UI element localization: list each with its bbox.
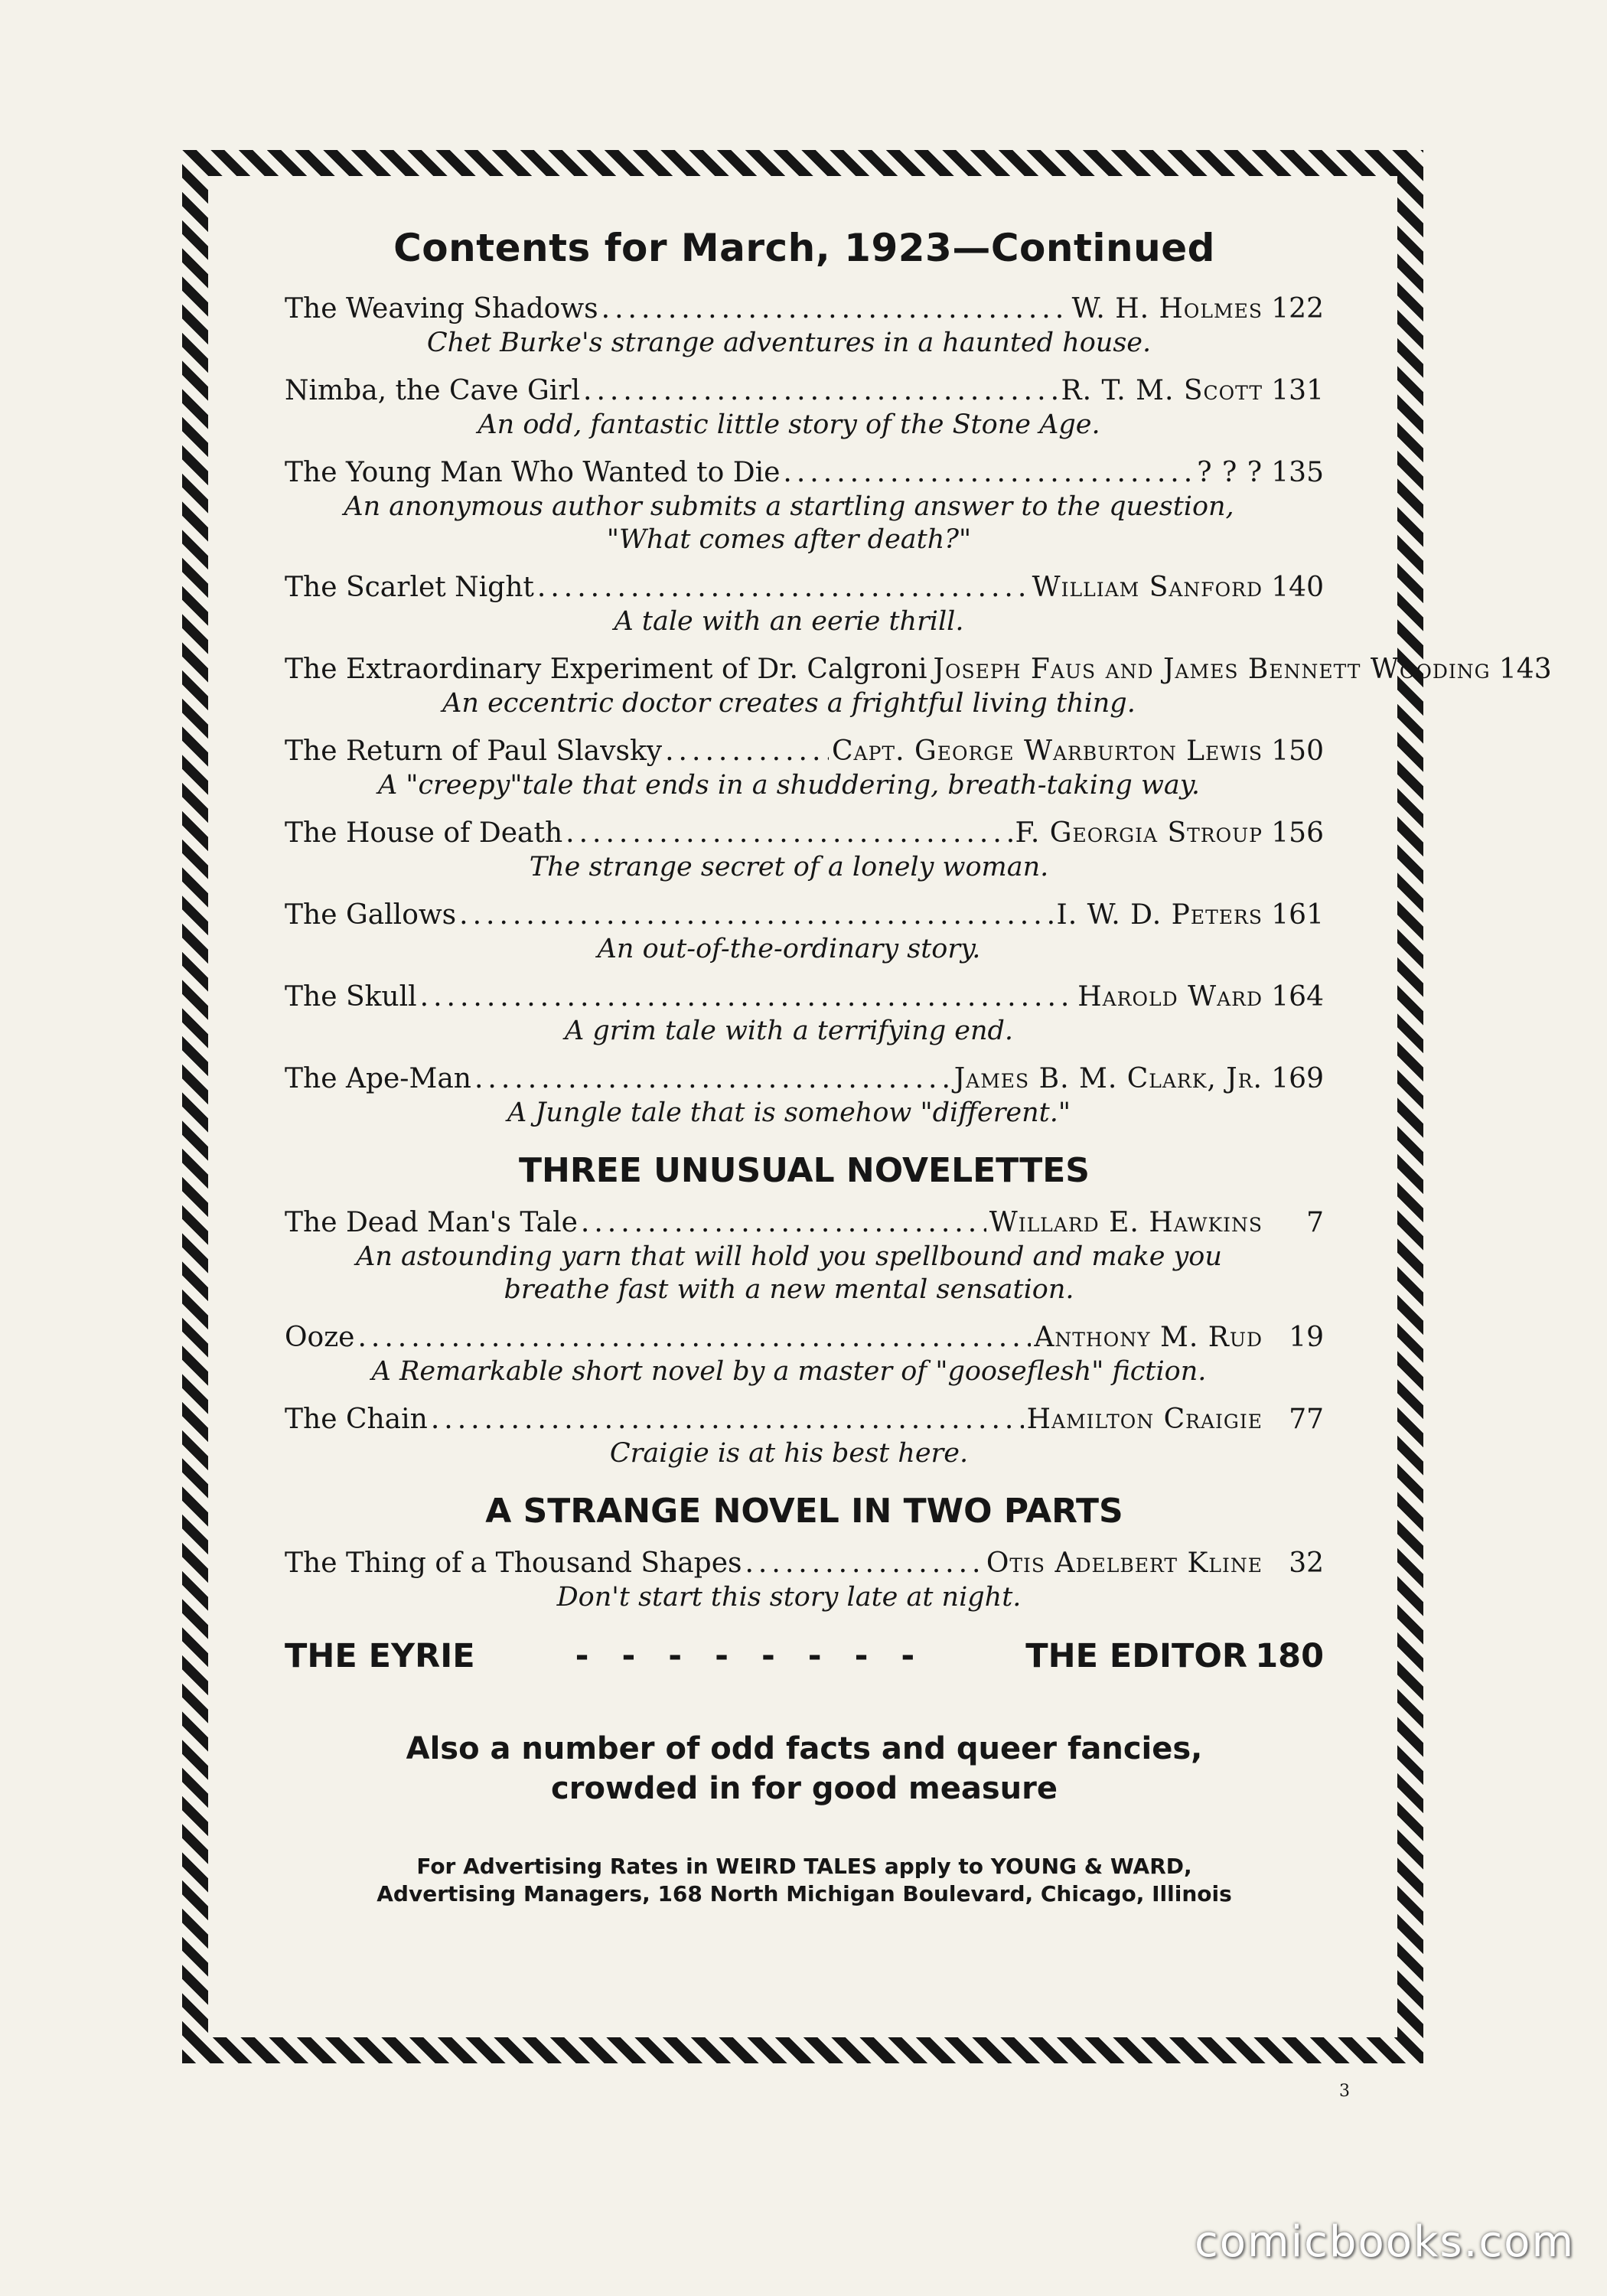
toc-entry-line <box>285 1205 1324 1241</box>
toc-entry <box>285 1205 1324 1306</box>
story-title: The Ape-Man <box>285 1063 471 1094</box>
advertising-line-1: For Advertising Rates in WEIRD TALES apply to YOUNG & WARD, <box>416 1854 1192 1879</box>
advertising-line-2: Advertising Managers, 168 North Michigan Boulevard, Chicago, Illinois <box>376 1881 1232 1906</box>
story-author: R. T. M. Scott <box>1061 375 1263 406</box>
story-title: The Dead Man's Tale <box>285 1207 578 1238</box>
section-novel: A STRANGE NOVEL IN TWO PARTS <box>485 1492 1123 1531</box>
story-description: A Jungle tale that is somehow "different." <box>507 1097 1071 1128</box>
page-ref: 122 <box>1271 293 1324 325</box>
toc-entry-line <box>285 1402 1324 1437</box>
page-ref: 7 <box>1306 1207 1324 1238</box>
story-description: Craigie is at his best here. <box>609 1438 969 1469</box>
toc-entry <box>285 652 1552 720</box>
toc-entry-line <box>285 1320 1324 1355</box>
story-author: Otis Adelbert Kline <box>986 1548 1263 1579</box>
story-author: Anthony M. Rud <box>1034 1322 1263 1353</box>
story-description: The strange secret of a lonely woman. <box>529 852 1049 882</box>
story-title: Nimba, the Cave Girl <box>285 375 581 406</box>
also-note <box>285 1729 1324 1808</box>
story-author: Hamilton Craigie <box>1026 1404 1263 1435</box>
story-description: An out-of-the-ordinary story. <box>597 934 981 964</box>
leader-dots <box>431 1402 1024 1437</box>
story-author: Harold Ward <box>1077 981 1263 1013</box>
story-title: The Skull <box>285 981 417 1013</box>
toc-entry <box>285 1320 1324 1388</box>
toc-entry-line <box>285 292 1324 327</box>
toc-entry-line <box>285 455 1324 491</box>
page-ref: 143 <box>1498 654 1552 685</box>
story-title: Ooze <box>285 1322 355 1353</box>
contents-page <box>285 226 1552 1908</box>
toc-entry <box>285 570 1324 638</box>
toc-entry <box>285 373 1324 442</box>
story-title: The Scarlet Night <box>285 572 534 603</box>
story-description: An eccentric doctor creates a frightful living thing. <box>442 688 1136 719</box>
page-ref: 164 <box>1271 981 1324 1013</box>
story-description: An astounding yarn that will hold you spellbound and make you breathe fast with a new mental sensation. <box>356 1241 1222 1305</box>
page-ref: 135 <box>1271 457 1324 488</box>
story-author: W. H. Holmes <box>1071 293 1263 325</box>
toc-entry <box>285 292 1324 360</box>
story-title: The Young Man Who Wanted to Die <box>285 457 781 488</box>
page-title: Contents for March, 1923—Continued <box>393 226 1215 270</box>
leader-dots <box>459 898 1053 933</box>
advertising-note <box>285 1853 1324 1908</box>
toc-entry <box>285 1546 1324 1614</box>
toc-entry-line <box>285 1062 1324 1097</box>
leader-dots <box>537 570 1029 605</box>
toc-entry <box>285 734 1324 802</box>
page-number: 3 <box>1339 2082 1350 2101</box>
story-author: F. Georgia Stroup <box>1015 817 1263 849</box>
story-title: The Thing of a Thousand Shapes <box>285 1548 742 1579</box>
story-description: A "creepy"tale that ends in a shuddering, breath-taking way. <box>377 770 1201 801</box>
story-author: James B. M. Clark, Jr. <box>953 1063 1263 1094</box>
leader-dots <box>474 1062 951 1097</box>
page-ref: 161 <box>1271 899 1324 931</box>
leader-dots <box>566 816 1012 851</box>
story-description: Don't start this story late at night. <box>556 1582 1022 1613</box>
page-ref: 156 <box>1271 817 1324 849</box>
story-author: I. W. D. Peters <box>1056 899 1263 931</box>
toc-entry-line <box>285 652 1552 687</box>
toc-entry <box>285 816 1324 884</box>
toc-entry-line <box>285 734 1324 769</box>
eyrie-dashes: - - - - - - - - <box>575 1637 926 1675</box>
section-novelettes: THREE UNUSUAL NOVELETTES <box>519 1151 1090 1190</box>
story-description: An anonymous author submits a startling answer to the question, "What comes after death?" <box>344 491 1234 555</box>
eyrie-editor: THE EDITOR <box>1025 1637 1247 1675</box>
toc-novelettes <box>285 1205 1324 1470</box>
leader-dots <box>601 292 1069 327</box>
page-ref: 131 <box>1271 375 1324 406</box>
eyrie-line <box>285 1637 1324 1675</box>
watermark-logo: comicbooks.com <box>1194 2217 1575 2267</box>
eyrie-page: 180 <box>1255 1637 1324 1675</box>
story-description: A Remarkable short novel by a master of "gooseflesh" fiction. <box>371 1356 1207 1387</box>
also-line-2: crowded in for good measure <box>551 1771 1058 1806</box>
story-description: A tale with an eerie thrill. <box>614 606 964 637</box>
toc-entry <box>285 898 1324 966</box>
leader-dots <box>420 980 1075 1015</box>
story-author: William Sanford <box>1032 572 1263 603</box>
story-description: A grim tale with a terrifying end. <box>564 1016 1014 1046</box>
toc-entry <box>285 1402 1324 1470</box>
toc-entry-line <box>285 816 1324 851</box>
leader-dots <box>581 1205 986 1241</box>
leader-dots <box>745 1546 983 1581</box>
page-ref: 150 <box>1271 735 1324 767</box>
toc-entry <box>285 455 1324 556</box>
story-title: The Weaving Shadows <box>285 293 598 325</box>
story-description: An odd, fantastic little story of the Stone Age. <box>478 409 1100 440</box>
page-ref: 19 <box>1289 1322 1324 1353</box>
story-title: The Gallows <box>285 899 457 931</box>
page-ref: 32 <box>1289 1548 1324 1579</box>
leader-dots <box>783 455 1194 491</box>
toc-entry-line <box>285 1546 1324 1581</box>
story-title: The House of Death <box>285 817 563 849</box>
toc-novel <box>285 1546 1324 1614</box>
story-author: ? ? ? <box>1197 457 1263 488</box>
story-author: Willard E. Hawkins <box>989 1207 1263 1238</box>
leader-dots <box>583 373 1058 409</box>
toc-entry-line <box>285 570 1324 605</box>
story-description: Chet Burke's strange adventures in a haunted house. <box>426 328 1152 358</box>
story-author: Capt. George Warburton Lewis <box>831 735 1263 767</box>
story-title: The Return of Paul Slavsky <box>285 735 663 767</box>
toc-entry <box>285 980 1324 1048</box>
story-title: The Extraordinary Experiment of Dr. Calgroni <box>285 654 927 685</box>
toc-entry-line <box>285 980 1324 1015</box>
leader-dots <box>357 1320 1031 1355</box>
story-title: The Chain <box>285 1404 428 1435</box>
page-ref: 140 <box>1271 572 1324 603</box>
toc-entry-line <box>285 373 1324 409</box>
page-ref: 169 <box>1271 1063 1324 1094</box>
eyrie-title: THE EYRIE <box>285 1637 475 1675</box>
toc-entry-line <box>285 898 1324 933</box>
page-ref: 77 <box>1289 1404 1324 1435</box>
toc-entries <box>285 292 1552 1130</box>
story-author: Joseph Faus and James Bennett Wooding <box>933 654 1491 685</box>
also-line-1: Also a number of odd facts and queer fancies, <box>406 1731 1203 1766</box>
toc-entry <box>285 1062 1324 1130</box>
leader-dots <box>665 734 829 769</box>
